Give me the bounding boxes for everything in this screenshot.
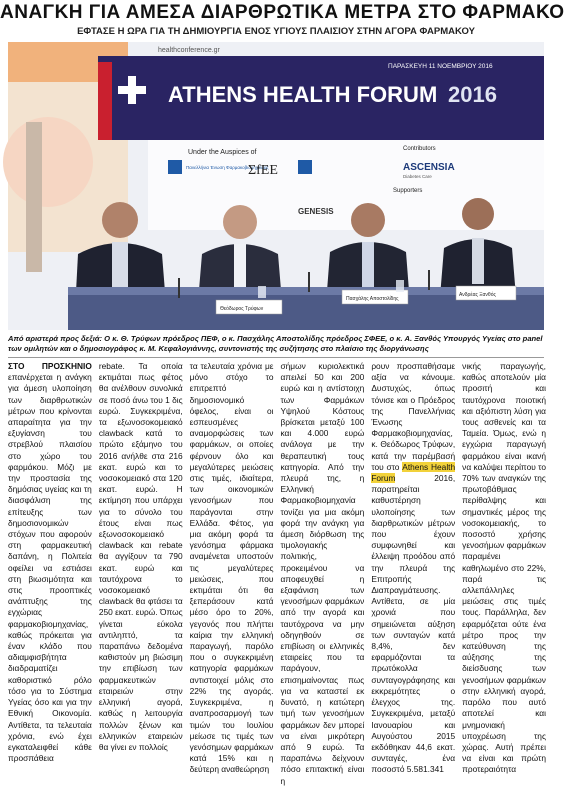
sponsor-4-logo: GENESIS <box>298 207 334 216</box>
nameplate-3: Ανδρέας Ξανθός <box>459 292 496 298</box>
article-column-2 <box>98 361 183 752</box>
photo-caption: Από αριστερά προς δεξιά: Ο κ. Θ. Τρύφων πρόεδρος ΠΕΦ, ο κ. Πασχάλης Αποστολίδης πρόεδρος ΣΦΕΕ, ο κ. Α. Ξανθός Υπουργός Υγείας στο panel των ομιλητών και ο δημοσιογράφος κ. Μ. Κεφαλογιάννης, συντονιστής της συζήτησης στο πλαίσιο της διοργάνωσης <box>8 334 543 353</box>
article-column-3 <box>189 361 274 775</box>
sponsor-1-logo: Πανελλήνια Ένωση Φαρμακοβιομηχανίας <box>186 165 269 170</box>
article-column-6-text: νικής παραγωγής, καθώς αποτελούν μία προσιτή και ταυτόχρονα ποιοτική και αξιόπιστη λύση για τους ασθενείς και τα Ταμεία. Όμως, ενώ η εγχώρια παραγωγή φαρμάκου είναι ικανή να καλύψει περίπου το 70% των αναγκών της πρωτοβάθμιας περίθαλψης και σημαντικές μέρος της νοσοκομειακής, το ποσοστό χρήσης γενοσήμων φαρμάκων παραμένει καθηλωμένο στο 22%, παρά τις αλλεπάλληλες μειώσεις στις τιμές τους. Παράλληλα, δεν εφαρμόζεται ούτε ένα μέτρο προς την κατεύθυνση της αύξησης της διείσδυσης των γενοσήμων φαρμάκων στην ελληνική αγορά, παρόλο που αυτό αποτελεί και μνημονιακή υποχρέωση της χώρας. Αυτή πρέπει να είναι και πρώτη προτεραιότητα <box>462 361 546 775</box>
contributors-label: Contributors <box>403 146 436 152</box>
sponsor-3-logo: ASCENSIA <box>403 162 455 173</box>
article-column-5-text: ρουν προσπαθήσαμε αξία να κάνουμε. Δυστυχώς, όπως τόνισε και ο Πρόεδρος της Πανελλήνιας Ένωσης Φαρμακοβιομηχανίας, κ. Θεόδωρος Τρύφων, κατά την παρέμβασή του στο <box>371 361 456 472</box>
article-column-1-text: επανέρχεται η ανάγκη για άμεση υλοποίηση των διαρθρωτικών μέτρων που κρίνονται απαραίτητα για την εξυγίανση του στρεβλού πλαισίου στο χώρο του φαρμάκου. Μόζι με την προστασία της δημόσιας υγείας και τη διασφάλιση της επίτευξης των δημοσιονομικών στόχων που αφορούν στη φαρμακευτική δαπάνη, η Πολιτεία οφείλει να εστιάσει στη βιωσιμότητα και στις προοπτικές ανάπτυξης της εγχώριας φαρμακοβιομηχανίας, καθώς πρόκειται για έναν κλάδο που αδιαμφισβήτητα διαδραματίζει καθοριστικό ρόλο τόσο για το Σύστημα Υγείας όσο και για την Εθνική Οικονομία. Αντίθετα, τα τελευταία χρόνια, ενώ έχει εγκαταλειφθεί κάθε προσπάθεια <box>8 372 92 764</box>
banner-title: ATHENS HEALTH FORUM <box>168 82 438 107</box>
article-column-6 <box>462 361 546 775</box>
article-subheadline: ΕΦΤΑΣΕ Η ΩΡΑ ΓΙΑ ΤΗ ΔΗΜΙΟΥΡΓΙΑ ΕΝΟΣ ΥΓΙΟΥΣ ΠΛΑΙΣΙΟΥ ΣΤΗΝ ΑΓΟΡΑ ΦΑΡΜΑΚΟΥ <box>77 26 475 37</box>
banner-year: 2016 <box>448 82 497 107</box>
banner-date: ΠΑΡΑΣΚΕΥΗ 11 ΝΟΕΜΒΡΙΟΥ 2016 <box>388 63 493 70</box>
sponsor-2-logo: ΣfΕΕ <box>248 163 278 178</box>
article-column-1 <box>8 361 92 764</box>
sponsor-3-sub: Diabetes Care <box>403 174 432 179</box>
conference-photo <box>8 42 544 330</box>
nameplate-2: Πασχάλης Αποστολίδης <box>346 296 399 302</box>
article-column-4-text: σήμων κυριολεκτικά απειλεί 50 και 200 ευρώ και η αντίστοιχη των Φαρμάκων Υψηλού Κόστους βρίσκεται μεταξύ 100 και 4.000 ευρώ ανάλογα με την θεραπευτική τους κατηγορία. Από την πλευρά της, η Ελληνική Φαρμακοβιομηχανία τονίζει για μια ακόμη φορά την ανάγκη για άμεση διόρθωση της τιμολογιακής πολιτικής, προκειμένου να αποφευχθεί η εξαφάνιση των γενοσήμων φαρμάκων από την αγορά και ταυτόχρονα να μην οδηγηθούν σε επιβίωση οι ελληνικές εταιρείες που τα παράγουν, επισημαίνοντας πως για να καταστεί εκ δυνατό, η κατώτερη τιμή των γενοσήμων φαρμάκων δεν μπορεί να είναι μικρότερη από 9 ευρώ. Τα παραπάνω δείχνουν πόσο επιτακτική είναι η <box>280 361 365 786</box>
caption-divider <box>8 357 544 358</box>
article-column-3-text: τα τελευταία χρόνια με μόνο στόχο το επιτρεπτό δημοσιονομικό όφελος, είναι οι εσπευσμένες αναμορφώσεις των φαρμάκων, οι οποίες φέρνουν όλο και μεγαλύτερες μειώσεις στις τιμές, ιδιαίτερα, των οικονομικών γενοσήμων που παράγονται στην Ελλάδα. Φέτος, για μια ακόμη φορά τα γενόσημα φάρμακα αναμένεται υποστούν τις μεγαλύτερες μειώσεις, που εκτιμάται ότι θα ξεπεράσουν κατά μέσο όρο το 20%, γεγονός που πλήττει καίρια την ελληνική παραγωγή, παρόλο που ο συγκεκριμένη κατηγορία φαρμάκων αντιστοιχεί μόλις στο 22% της αγοράς. Συγκεκριμένα, η αναπροσαρμογή των τιμών του Ιουλίου μείωσε τις τιμές των γενόσημων φαρμάκων κατά 15% και η δεύτερη αναθεώρηση <box>189 361 274 775</box>
banner-url: healthconference.gr <box>158 47 220 54</box>
highlighted-forum-name: Athens Health Forum <box>371 461 456 484</box>
article-column-2-text: rebate. Τα οποία εκτιμάται πως φέτος θα ανέλθουν συνολικά σε ποσό άνω του 1 δις ευρώ. Συγκεκριμένα, τα εξωνοσοκομειακό clawback κατά το πρώτο εξάμηνο του 2016 ανήλθε στα 216 εκατ. ευρώ και το νοσοκομειακό στα 120 εκατ. ευρώ. Η εκτίμηση που υπάρχει για το σύνολο του έτους είναι πως εξωνοσοκομειακό clawback και rebate θα αγγίξουν τα 790 εκατ. ευρώ και ταυτόχρονα το νοσοκομειακό clawback θα φτάσει τα 250 εκατ. ευρώ. Όπως γίνεται εύκολα αντιληπτό, τα παραπάνω δεδομένα καθιστούν μη βιώσιμη την επιβίωση των φαρμακευτικών εταιρειών στην ελληνική αγορά, καθώς η λειτουργία πολλών ξένων και ελληνικών εταιρειών θα γίνει εν πολλοίς <box>98 361 183 752</box>
article-lead: ΣΤΟ ΠΡΟΣΚΗΝΙΟ <box>8 361 92 371</box>
article-body <box>8 361 546 786</box>
auspices-label: Under the Auspices of <box>188 149 257 156</box>
conference-photo-illustration <box>8 42 544 330</box>
nameplate-1: Θεόδωρος Τρύφων <box>220 306 264 312</box>
supporters-label: Supporters <box>393 188 423 194</box>
article-column-4 <box>280 361 365 786</box>
article-column-5 <box>371 361 456 775</box>
article-headline: ΑΝΑΓΚΗ ΓΙΑ ΑΜΕΣΑ ΔΙΑΡΘΡΩΤΙΚΑ ΜΕΤΡΑ ΣΤΟ ΦΑΡΜΑΚΟ <box>0 2 565 23</box>
article-column-5-text-after: 2016, παρατηρείται καθυστέρηση υλοποίησης των διαρθρωτικών μέτρων που έχουν συμφωνηθεί και έλλειψη προόδου από την πλευρά της Επιτροπής Διαπραγμάτευσης. Αντίθετα, σε μία χρονιά που σημειώνεται αύξηση των συνταγών κατά 8,4%, δεν εφαρμόζονται τα πρωτόκολλα συνταγογράφησης και εκκρεμότητες ο έλεγχος της. Συγκεκριμένα, μεταξύ Ιανουαρίου και Αυγούστου 2015 εκδόθηκαν 44,6 εκατ. συνταγές, ένα ποσοστό 5.581.341 <box>371 473 456 775</box>
